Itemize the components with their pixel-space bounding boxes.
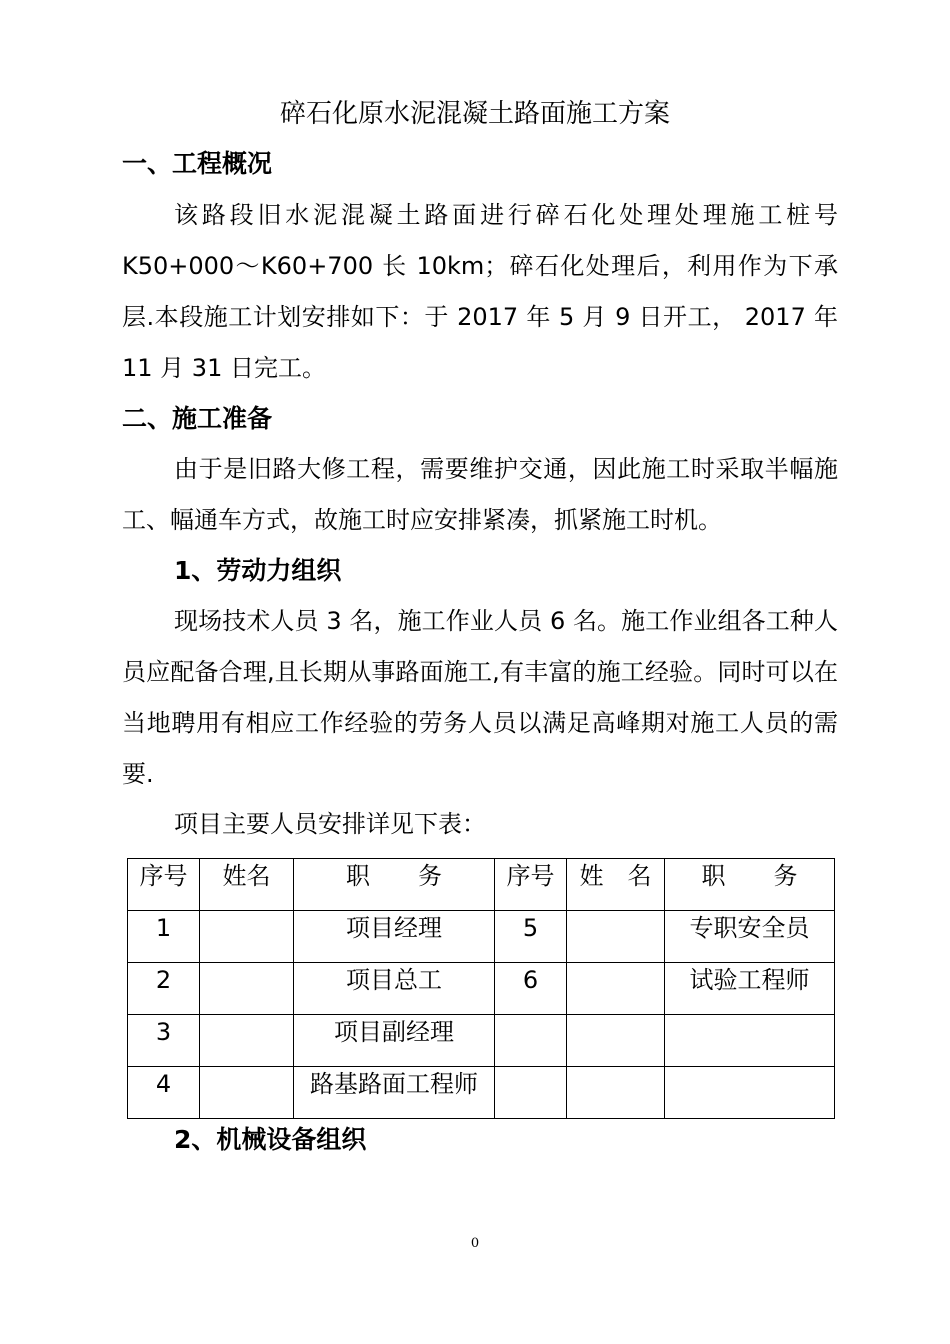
table-cell: 2 (128, 963, 200, 1015)
table-cell (495, 1067, 567, 1119)
table-cell: 6 (495, 963, 567, 1015)
page-number: 0 (470, 1236, 480, 1251)
table-cell (200, 911, 294, 963)
table-cell (665, 1015, 835, 1067)
header-cell: 姓名 (200, 859, 294, 911)
preparation-paragraph: 由于是旧路大修工程，需要维护交通，因此施工时采取半幅施工、幅通车方式，故施工时应安排紧凑，抓紧施工时机。 (122, 455, 838, 534)
table-header-row (128, 859, 835, 911)
table-row (128, 911, 835, 963)
section-heading-preparation: 二、施工准备 (122, 404, 273, 433)
header-cell: 姓 名 (567, 859, 665, 911)
table-cell: 4 (128, 1067, 200, 1119)
subsection-heading-equipment: 2、机械设备组织 (174, 1125, 367, 1154)
table-row (128, 963, 835, 1015)
table-cell: 路基路面工程师 (294, 1067, 495, 1119)
table-cell (567, 1015, 665, 1067)
table-cell: 1 (128, 911, 200, 963)
subsection-heading-labor: 1、劳动力组织 (174, 556, 342, 585)
document-title: 碎石化原水泥混凝土路面施工方案 (279, 99, 670, 129)
table-cell (567, 963, 665, 1015)
table-cell (200, 963, 294, 1015)
table-cell (200, 1015, 294, 1067)
header-cell: 序号 (495, 859, 567, 911)
header-cell: 职 务 (294, 859, 495, 911)
table-cell (495, 1015, 567, 1067)
overview-paragraph: 该路段旧水泥混凝土路面进行碎石化处理处理施工桩号K50+000～K60+700 长 10km；碎石化处理后，利用作为下承层.本段施工计划安排如下：于 2017 年 5 月 9 日开工， 2017 年11 月 31 日完工。 (122, 201, 838, 382)
header-cell: 序号 (128, 859, 200, 911)
table-cell: 5 (495, 911, 567, 963)
table-cell (567, 1067, 665, 1119)
section-heading-overview: 一、工程概况 (122, 149, 273, 178)
table-cell: 项目副经理 (294, 1015, 495, 1067)
table-row (128, 1067, 835, 1119)
table-cell (665, 1067, 835, 1119)
labor-paragraph: 现场技术人员 3 名，施工作业人员 6 名。施工作业组各工种人员应配备合理,且长期从事路面施工,有丰富的施工经验。同时可以在当地聘用有相应工作经验的劳务人员以满足高峰期对施工人员的需要. (122, 607, 838, 788)
table-row (128, 1015, 835, 1067)
table-cell: 项目总工 (294, 963, 495, 1015)
table-cell: 3 (128, 1015, 200, 1067)
table-cell (200, 1067, 294, 1119)
staff-table (127, 858, 835, 1119)
table-cell: 项目经理 (294, 911, 495, 963)
header-cell: 职 务 (665, 859, 835, 911)
table-cell: 专职安全员 (665, 911, 835, 963)
table-intro-text: 项目主要人员安排详见下表： (174, 810, 486, 838)
table-cell (567, 911, 665, 963)
table-cell: 试验工程师 (665, 963, 835, 1015)
